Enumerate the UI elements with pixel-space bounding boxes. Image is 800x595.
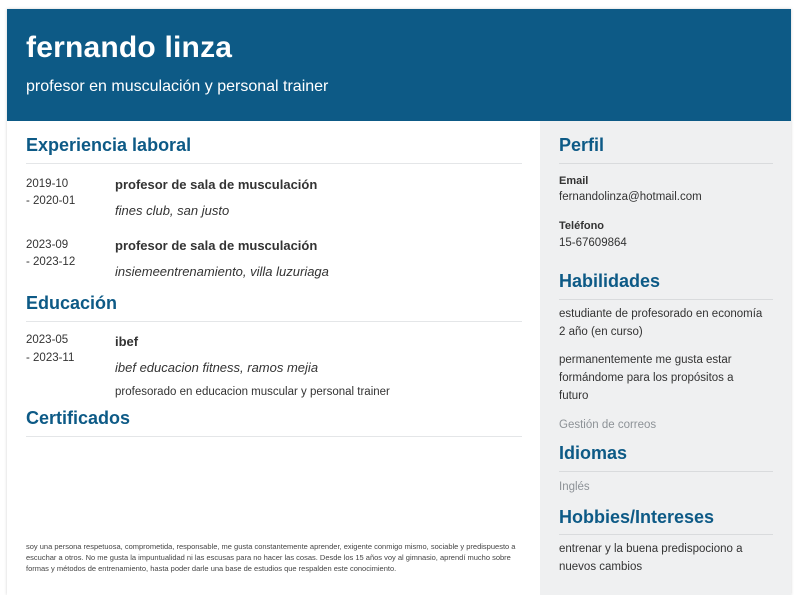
education-heading: Educación [26, 293, 118, 313]
experience-1-org: fines club, san justo [115, 203, 230, 218]
languages-heading: Idiomas [559, 443, 628, 463]
candidate-role: profesor en musculación y personal trainer [26, 78, 329, 95]
phone-label: Teléfono [559, 220, 605, 232]
email-label: Email [559, 175, 589, 187]
skill-item-muted: Gestión de correos [559, 419, 657, 431]
education-1-date-end: - 2023-11 [26, 352, 75, 364]
education-divider [26, 321, 522, 322]
experience-2-position: profesor de sala de musculación [115, 238, 318, 253]
experience-1-date-start: 2019-10 [26, 178, 69, 190]
main-column [7, 121, 540, 595]
education-1-description: profesorado en educacion muscular y personal trainer [115, 386, 390, 398]
education-1-school: ibef [115, 334, 139, 349]
about-paragraph: soy una persona respetuosa, comprometida, responsable, me gusta constantemente aprender, exigente conmigo mismo, sociable y predispuesto a escuchar a otros. No me gusta la impuntualidad ni las escusas para no hacer las cosas. Desde los 15 años voy al gimnasio, aprendí mucho sobre formas y métodos de entrenamiento, hasta poder darle una base de estudios que respalden este conocimiento. [26, 542, 516, 573]
experience-heading: Experiencia laboral [26, 135, 192, 155]
email-value: fernandolinza@hotmail.com [559, 191, 702, 203]
certificates-heading: Certificados [26, 408, 131, 428]
resume-header [7, 9, 791, 121]
experience-1-date-end: - 2020-01 [26, 195, 76, 207]
skills-divider [559, 299, 773, 300]
education-1-date-start: 2023-05 [26, 334, 69, 346]
experience-divider [26, 163, 522, 164]
experience-1-position: profesor de sala de musculación [115, 177, 318, 192]
candidate-name: fernando linza [26, 31, 233, 64]
hobbies-divider [559, 534, 773, 535]
hobby-item: entrenar y la buena predispociono a nuevos cambios [559, 543, 743, 573]
phone-value: 15-67609864 [559, 237, 627, 249]
education-1-org: ibef educacion fitness, ramos mejia [115, 360, 319, 375]
profile-heading: Perfil [559, 135, 605, 155]
language-item: Inglés [559, 481, 590, 493]
experience-2-date-end: - 2023-12 [26, 256, 76, 268]
sidebar [540, 121, 791, 595]
languages-divider [559, 471, 773, 472]
skill-item: permanentemente me gusta estar formándome para los propósitos a futuro [559, 354, 734, 402]
profile-divider [559, 163, 773, 164]
experience-2-org: insiemeentrenamiento, villa luzuriaga [115, 264, 329, 279]
experience-2-date-start: 2023-09 [26, 239, 69, 251]
skills-heading: Habilidades [559, 271, 661, 291]
skill-item: estudiante de profesorado en economía 2 año (en curso) [559, 308, 763, 338]
certificates-divider [26, 436, 522, 437]
hobbies-heading: Hobbies/Intereses [559, 507, 715, 527]
resume-document [7, 9, 791, 595]
